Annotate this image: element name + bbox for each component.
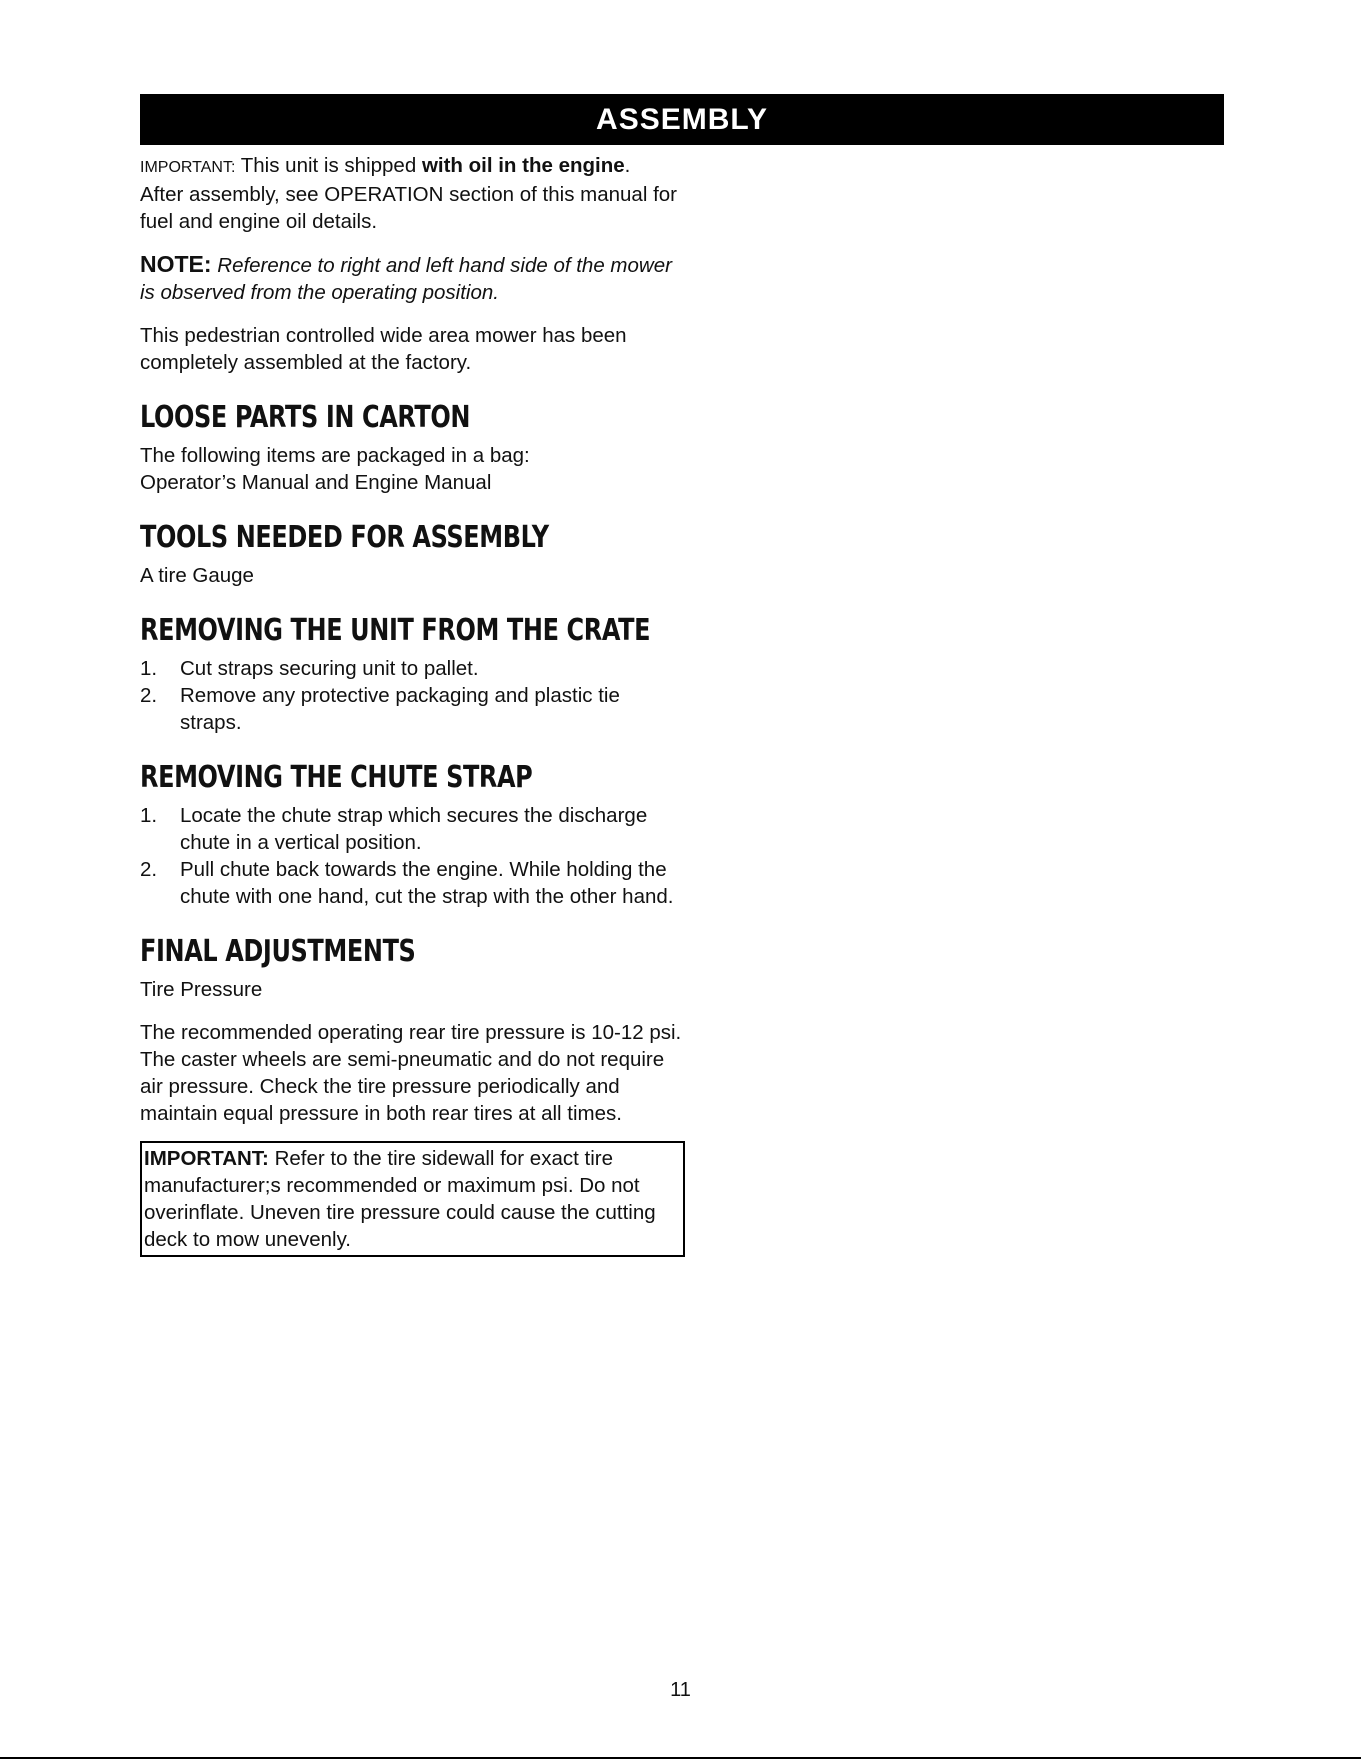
- page-number: 11: [670, 1679, 691, 1701]
- note-text: Reference to right and left hand side of the mower is observed from the operating position.: [140, 254, 672, 304]
- step-text: Cut straps securing unit to pallet.: [180, 657, 479, 680]
- footer-rule: [0, 1757, 1361, 1759]
- note-label: NOTE:: [140, 251, 212, 277]
- note-paragraph: [140, 251, 685, 306]
- tools-text: A tire Gauge: [140, 564, 254, 587]
- tools-heading: TOOLS NEEDED FOR ASSEMBLY: [140, 520, 549, 555]
- removing-unit-heading: REMOVING THE UNIT FROM THE CRATE: [140, 613, 651, 648]
- section-title: ASSEMBLY: [596, 102, 768, 136]
- list-item: [140, 655, 685, 682]
- final-adjustments-heading: FINAL ADJUSTMENTS: [140, 934, 416, 969]
- important-intro: [140, 152, 685, 181]
- important-end: .: [624, 154, 631, 177]
- removing-strap-heading: REMOVING THE CHUTE STRAP: [140, 760, 533, 795]
- step-text: Locate the chute strap which secures the discharge chute in a vertical position.: [180, 804, 648, 854]
- removing-unit-steps: [140, 655, 685, 736]
- section-banner: [140, 94, 1224, 145]
- step-text: Pull chute back towards the engine. While holding the chute with one hand, cut the strap with the other hand.: [180, 858, 674, 908]
- step-text: Remove any protective packaging and plastic tie straps.: [180, 684, 620, 734]
- list-item: [140, 856, 685, 910]
- loose-parts-heading: LOOSE PARTS IN CARTON: [140, 400, 471, 435]
- important-text: This unit is shipped: [235, 154, 422, 177]
- step-number: 2.: [140, 858, 158, 881]
- important-bold: with oil in the engine: [421, 154, 625, 177]
- important-callout-body: Refer to the tire sidewall for exact tire manufacturer;s recommended or maximum psi. Do not overinflate. Uneven tire pressure could cause the cutting deck to mow unevenly.: [144, 1147, 656, 1251]
- tire-pressure-subheading: Tire Pressure: [140, 978, 263, 1001]
- important-callout-text: [144, 1145, 679, 1253]
- after-assembly-text: After assembly, see OPERATION section of this manual for fuel and engine oil details.: [140, 183, 677, 233]
- removing-strap-steps: [140, 802, 685, 910]
- tire-pressure-text: The recommended operating rear tire pressure is 10-12 psi. The caster wheels are semi-pneumatic and do not require air pressure. Check the tire pressure periodically and maintain equal pressure in both rear tires at all times.: [140, 1021, 682, 1125]
- step-number: 2.: [140, 684, 158, 707]
- loose-parts-line1: The following items are packaged in a bag:: [140, 444, 530, 467]
- step-number: 1.: [140, 804, 158, 827]
- content-column: [140, 152, 685, 1257]
- step-number: 1.: [140, 657, 158, 680]
- important-callout-label: IMPORTANT:: [144, 1147, 269, 1170]
- assembled-text: This pedestrian controlled wide area mower has been completely assembled at the factory.: [140, 324, 627, 374]
- loose-parts-line2: Operator’s Manual and Engine Manual: [140, 471, 492, 494]
- list-item: [140, 802, 685, 856]
- important-prefix: IMPORTANT:: [140, 159, 236, 176]
- list-item: [140, 682, 685, 736]
- important-callout-box: [140, 1141, 685, 1257]
